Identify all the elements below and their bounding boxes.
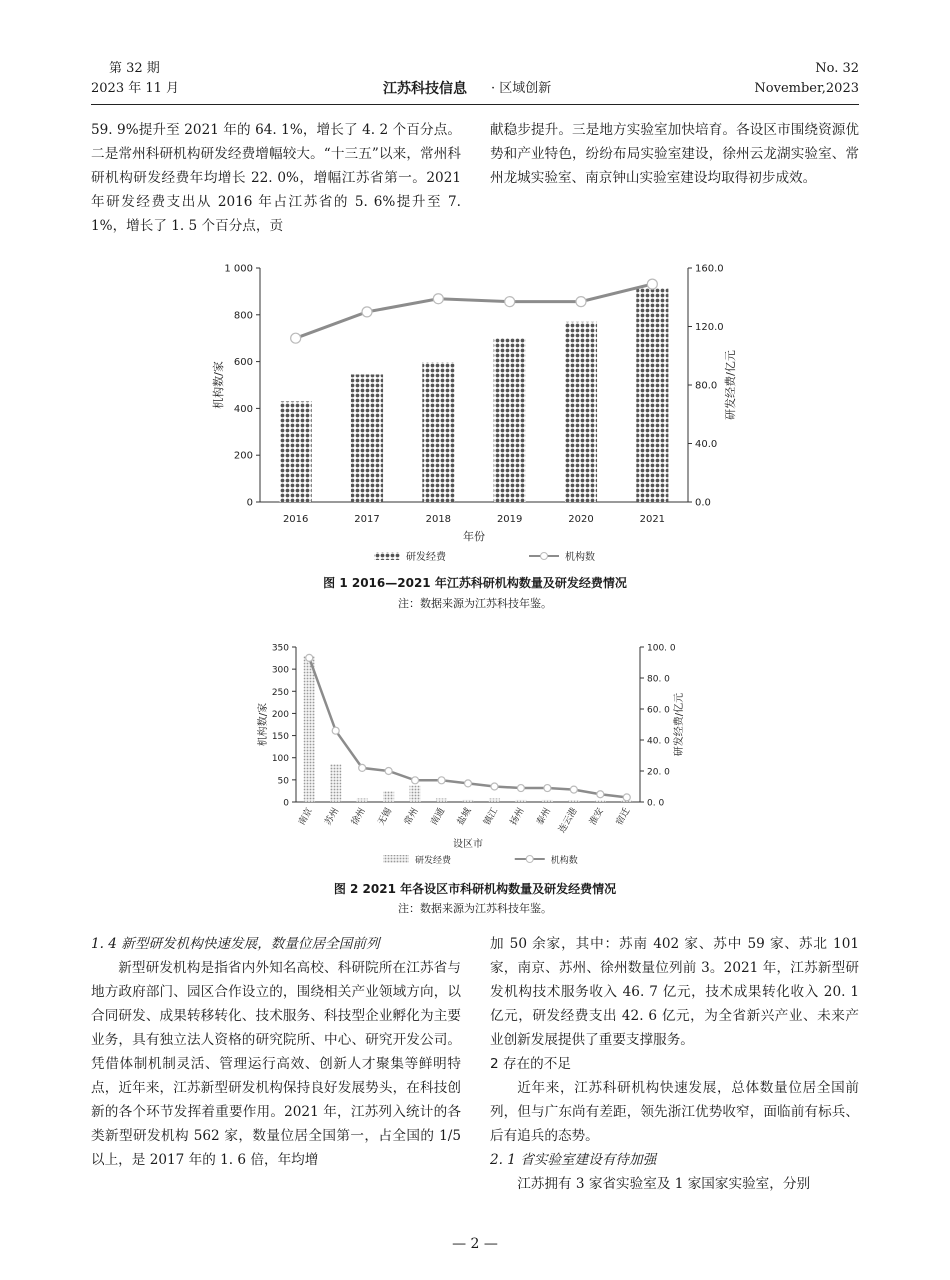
x-tick-label: 南京	[297, 806, 315, 828]
left-tick-label: 1 000	[224, 263, 253, 275]
left-tick-label: 600	[233, 357, 253, 369]
figure2-note: 注：数据来源为江苏科技年鉴。	[398, 902, 552, 915]
paragraph: 江苏拥有 3 家省实验室及 1 家国家实验室，分别	[517, 1176, 811, 1192]
x-tick-label: 2017	[354, 514, 380, 525]
bar	[542, 800, 553, 802]
legend-bar-swatch	[383, 855, 409, 863]
bar	[351, 374, 383, 502]
section-heading-2-1: 2. 1 省实验室建设有待加强	[490, 1152, 657, 1168]
right-tick-label: 100. 0	[647, 643, 676, 654]
x-tick-label: 徐州	[350, 806, 368, 828]
bar	[383, 791, 394, 802]
left-tick-label: 200	[233, 450, 253, 462]
x-tick-label: 镇江	[482, 806, 501, 828]
line-point	[544, 785, 551, 792]
legend-bar-label: 研发经费	[415, 856, 452, 866]
figure1-note: 注：数据来源为江苏科技年鉴。	[398, 597, 552, 610]
top-right-column	[490, 118, 859, 190]
left-tick-label: 50	[277, 776, 289, 787]
section-heading-2: 2 存在的不足	[490, 1056, 571, 1072]
left-tick-label: 250	[271, 687, 289, 698]
legend-bar-label: 研发经费	[406, 552, 446, 563]
line-series	[309, 658, 627, 798]
line-point	[597, 791, 604, 798]
line-series	[296, 284, 653, 338]
left-tick-label: 200	[271, 709, 289, 720]
right-tick-label: 80. 0	[647, 674, 670, 685]
legend-line-marker	[541, 553, 548, 560]
y-axis-left-title: 机构数/家	[258, 702, 269, 747]
line-point	[291, 333, 301, 343]
x-tick-label: 宿迁	[614, 806, 633, 828]
line-point	[412, 777, 419, 784]
y-axis-right-title: 研发经费/亿元	[724, 350, 737, 420]
line-point	[576, 297, 586, 307]
figure1-title: 图 1 2016—2021 年江苏科研机构数量及研发经费情况	[323, 576, 627, 590]
line-point	[491, 783, 498, 790]
right-tick-label: 40. 0	[647, 736, 670, 747]
left-tick-label: 300	[271, 665, 289, 676]
left-tick-label: 350	[271, 643, 289, 654]
x-tick-label: 2021	[639, 514, 666, 525]
top-left-column	[91, 118, 461, 238]
x-axis-title: 设区市	[453, 839, 483, 850]
x-axis-title: 年份	[463, 530, 485, 543]
bar	[304, 656, 315, 802]
line-point	[438, 777, 445, 784]
x-tick-label: 连云港	[557, 806, 580, 835]
line-point	[332, 727, 339, 734]
bar	[636, 288, 668, 502]
journal-name: 江苏科技信息	[383, 81, 467, 97]
page-number: — 2 —	[452, 1236, 498, 1252]
bar	[565, 322, 597, 502]
bar	[568, 800, 579, 802]
line-point	[385, 768, 392, 775]
issue-date-cn: 2023 年 11 月	[91, 81, 180, 96]
legend-bar-swatch	[374, 552, 400, 560]
x-tick-label: 南通	[429, 806, 448, 828]
bottom-right-column	[490, 932, 859, 1196]
right-tick-label: 80.0	[695, 380, 718, 392]
bar	[595, 801, 606, 802]
paragraph: 新型研发机构是指省内外知名高校、科研院所在江苏省与地方政府部门、园区合作设立的，围绕相关产业领域方向，以合同研发、成果转移转化、技术服务、科技型企业孵化为主要业务，具有独立法人资格的研究院所、中心、研究开发公司。凭借体制机制灵活、管理运行高效、创新人才聚集等鲜明特点，近年来，江苏新型研发机构保持良好发展势头，在科技创新的各个环节发挥着重要作用。2021 年，江苏列入统计的各类新型研发机构 562 家，数量位居全国第一，占全国的 1/5 以上，是 2017 年的 1. 6 倍，年均增	[91, 960, 461, 1168]
figure1-chart	[200, 258, 760, 568]
line-point	[306, 654, 313, 661]
line-point	[433, 294, 443, 304]
y-axis-right-title: 研发经费/亿元	[674, 692, 685, 757]
right-tick-label: 60. 0	[647, 705, 670, 716]
right-tick-label: 20. 0	[647, 767, 670, 778]
bar	[489, 798, 500, 802]
bottom-left-column	[91, 932, 461, 1172]
figure2-chart	[240, 635, 710, 870]
x-tick-label: 淮安	[588, 806, 606, 828]
left-tick-label: 0	[283, 798, 289, 809]
x-tick-label: 2019	[496, 514, 523, 525]
issue-number-en: No. 32	[815, 61, 859, 76]
left-tick-label: 100	[271, 754, 289, 765]
line-point	[623, 794, 630, 801]
bar	[462, 800, 473, 802]
right-tick-label: 0.0	[695, 497, 711, 509]
header-rule	[91, 104, 859, 105]
left-tick-label: 800	[233, 310, 253, 322]
right-tick-label: 160.0	[695, 263, 724, 275]
bar	[436, 798, 447, 802]
left-tick-label: 0	[246, 497, 253, 509]
line-point	[362, 307, 372, 317]
bar	[357, 798, 368, 802]
legend-line-marker	[526, 856, 533, 863]
issue-date-en: November,2023	[754, 81, 859, 96]
line-point	[570, 786, 577, 793]
x-tick-label: 无锡	[376, 806, 395, 828]
bar	[494, 338, 526, 502]
y-axis-left-title: 机构数/家	[212, 361, 225, 409]
x-tick-label: 2016	[282, 514, 309, 525]
line-point	[505, 297, 515, 307]
paragraph: 近年来，江苏科研机构快速发展，总体数量位居全国前列，但与广东尚有差距，领先浙江优势收窄，面临前有标兵、后有追兵的态势。	[490, 1080, 859, 1144]
right-tick-label: 0. 0	[647, 798, 665, 809]
bar	[422, 362, 454, 502]
figure2-title: 图 2 2021 年各设区市科研机构数量及研发经费情况	[333, 882, 617, 896]
section-name: · 区域创新	[491, 81, 552, 96]
x-tick-label: 苏州	[323, 806, 342, 828]
section-heading-1-4: 1. 4 新型研发机构快速发展，数量位居全国前列	[91, 936, 380, 952]
paragraph: 59. 9%提升至 2021 年的 64. 1%，增长了 4. 2 个百分点。二是常州科研机构研发经费增幅较大。“十三五”以来，常州科研机构研发经费年均增长 22. 0%，增幅江苏省第一。2021 年研发经费支出从 2016 年占江苏省的 5. 6%提升至 7. 1%，增长了 1. 5 个百分点，贡	[91, 122, 461, 234]
line-point	[517, 785, 524, 792]
x-tick-label: 2020	[568, 514, 594, 525]
issue-number-cn: 第 32 期	[109, 61, 160, 76]
x-tick-label: 常州	[403, 806, 421, 828]
bar	[410, 786, 421, 802]
bar	[330, 764, 341, 802]
left-tick-label: 400	[233, 403, 253, 415]
paragraph: 加 50 余家，其中：苏南 402 家、苏中 59 家、苏北 101 家，南京、苏州、徐州数量位列前 3。2021 年，江苏新型研发机构技术服务收入 46. 7 亿元，技术成果转化收入 20. 1 亿元，研发经费支出 42. 6 亿元，为全省新兴产业、未来产业创新发展提供了重要支撑服务。	[490, 936, 859, 1048]
right-tick-label: 120.0	[695, 322, 724, 333]
bar	[515, 800, 526, 802]
paragraph: 献稳步提升。三是地方实验室加快培育。各设区市围绕资源优势和产业特色，纷纷布局实验室建设，徐州云龙湖实验室、常州龙城实验室、南京钟山实验室建设均取得初步成效。	[490, 122, 859, 186]
left-tick-label: 150	[271, 732, 289, 743]
x-tick-label: 泰州	[535, 806, 553, 828]
line-point	[359, 764, 366, 771]
line-point	[465, 780, 472, 787]
x-tick-label: 扬州	[508, 806, 527, 828]
x-tick-label: 盐城	[455, 806, 474, 828]
x-tick-label: 2018	[425, 514, 452, 525]
bar	[280, 401, 312, 502]
right-tick-label: 40.0	[695, 439, 718, 450]
legend-line-label: 机构数	[565, 552, 595, 563]
legend-line-label: 机构数	[550, 856, 578, 866]
line-point	[647, 279, 657, 289]
running-header	[91, 60, 859, 104]
